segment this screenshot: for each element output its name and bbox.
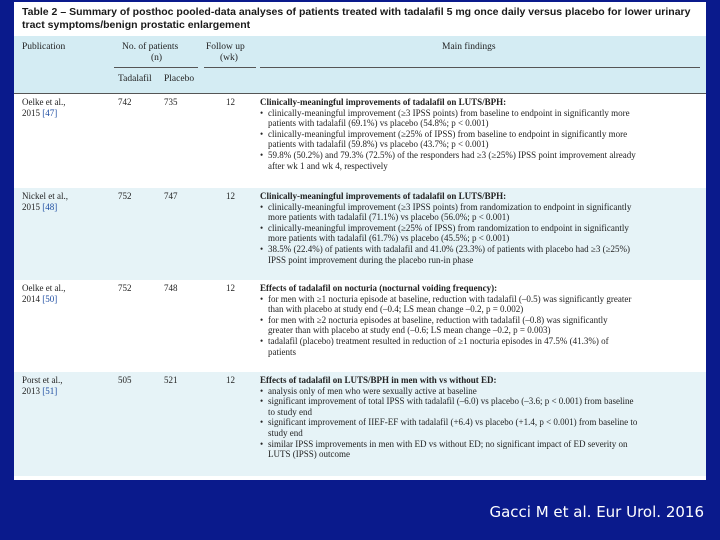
table-header (14, 36, 706, 94)
finding-bullet: • 59.8% (50.2%) and 79.3% (72.5%) of the responders had ≥3 (≥25%) IPSS point improvement already (260, 150, 700, 161)
header-follow-up-unit: (wk) (220, 53, 238, 63)
main-findings-cell (260, 191, 700, 265)
publication-cell (22, 191, 114, 212)
reference-link[interactable]: [48] (42, 201, 58, 212)
table-row (14, 372, 706, 476)
finding-bullet: • similar IPSS improvements in men with ED vs without ED; no significant impact of ED severity on (260, 439, 700, 450)
main-findings-cell (260, 97, 700, 171)
follow-up-weeks: 12 (226, 283, 235, 293)
finding-continuation: more patients with tadalafil (71.1%) vs placebo (56.0%; p < 0.001) (268, 212, 510, 223)
finding-bullet: • 38.5% (22.4%) of patients with tadalafil and 41.0% (23.3%) of patients with placebo had ≥3 (≥25%) (260, 244, 700, 255)
header-main-findings: Main findings (442, 42, 496, 52)
finding-continuation: to study end (268, 406, 312, 417)
main-findings-cell (260, 283, 700, 357)
publication-year: 2015 (22, 107, 40, 118)
tadalafil-count: 505 (118, 375, 132, 385)
finding-bullet: • clinically-meaningful improvement (≥3 IPSS points) from baseline to endpoint in significantly more (260, 108, 700, 119)
header-rule (114, 67, 198, 68)
placebo-count: 521 (164, 375, 178, 385)
finding-continuation: study end (268, 427, 303, 438)
finding-continuation: more patients with tadalafil (61.7%) vs placebo (45.5%; p < 0.001) (268, 233, 510, 244)
header-tadalafil: Tadalafil (118, 74, 152, 84)
publication-year: 2014 (22, 293, 40, 304)
finding-continuation: after wk 1 and wk 4, respectively (268, 160, 388, 171)
table-panel (14, 2, 706, 480)
publication-year-ref (22, 108, 114, 119)
publication-cell (22, 97, 114, 118)
placebo-count: 735 (164, 97, 178, 107)
header-rule (204, 67, 256, 68)
tadalafil-count: 742 (118, 97, 132, 107)
finding-bullet: • for men with ≥1 nocturia episode at baseline, reduction with tadalafil (–0.5) was significantly greater (260, 294, 700, 305)
header-rule (260, 67, 700, 68)
publication-authors: Oelke et al., (22, 283, 66, 293)
main-findings-cell (260, 375, 700, 460)
tadalafil-count: 752 (118, 191, 132, 201)
findings-heading: Clinically-meaningful improvements of tadalafil on LUTS/BPH: (260, 191, 507, 201)
table-title: Table 2 – Summary of posthoc pooled-data analyses of patients treated with tadalafil 5 mg once daily versus placebo for lower urinary tract symptoms/benign prostatic enlargement (22, 6, 691, 31)
table-row (14, 188, 706, 280)
finding-bullet: • significant improvement of total IPSS with tadalafil (–6.0) vs placebo (–3.6; p < 0.001) from baseline (260, 396, 700, 407)
findings-heading: Effects of tadalafil on nocturia (nocturnal voiding frequency): (260, 283, 498, 293)
finding-continuation: LUTS (IPSS) outcome (268, 449, 350, 460)
finding-continuation: greater than with placebo at study end (–0.6; LS mean change –0.2, p = 0.003) (268, 325, 551, 336)
findings-heading: Clinically-meaningful improvements of tadalafil on LUTS/BPH: (260, 97, 507, 107)
table-body (14, 94, 706, 476)
header-num-patients-unit: (n) (151, 53, 163, 63)
follow-up-weeks: 12 (226, 191, 235, 201)
placebo-count: 748 (164, 283, 178, 293)
header-num-patients: No. of patients (122, 42, 179, 52)
finding-continuation: IPSS point improvement during the placebo run-in phase (268, 254, 474, 265)
follow-up-weeks: 12 (226, 97, 235, 107)
follow-up-weeks: 12 (226, 375, 235, 385)
citation: Gacci M et al. Eur Urol. 2016 (489, 503, 704, 521)
reference-link[interactable]: [47] (42, 107, 58, 118)
reference-link[interactable]: [50] (42, 293, 58, 304)
finding-bullet: • analysis only of men who were sexually active at baseline (260, 386, 700, 397)
finding-bullet: • clinically-meaningful improvement (≥25% of IPSS) from baseline to endpoint in significantly more (260, 129, 700, 140)
publication-cell (22, 375, 114, 396)
publication-year-ref (22, 202, 114, 213)
finding-bullet: • clinically-meaningful improvement (≥25% of IPSS) from randomization to endpoint in significantly (260, 223, 700, 234)
findings-heading: Effects of tadalafil on LUTS/BPH in men with vs without ED: (260, 375, 497, 385)
reference-link[interactable]: [51] (42, 385, 58, 396)
table-row (14, 280, 706, 372)
finding-bullet: • significant improvement of IIEF-EF with tadalafil (+6.4) vs placebo (+1.4, p < 0.001) from baseline to (260, 417, 700, 428)
publication-authors: Nickel et al., (22, 191, 68, 201)
finding-continuation: patients with tadalafil (69.1%) vs placebo (54.8%; p < 0.001) (268, 118, 489, 129)
finding-continuation: patients with tadalafil (59.8%) vs placebo (43.7%; p < 0.001) (268, 139, 489, 150)
publication-year-ref (22, 294, 114, 305)
publication-authors: Porst et al., (22, 375, 63, 385)
finding-bullet: • clinically-meaningful improvement (≥3 IPSS points) from randomization to endpoint in significantly (260, 202, 700, 213)
header-follow-up: Follow up (206, 42, 245, 52)
finding-bullet: • for men with ≥2 nocturia episodes at baseline, reduction with tadalafil (–0.8) was significantly (260, 315, 700, 326)
finding-continuation: than with placebo at study end (–0.4; LS mean change –0.2, p = 0.002) (268, 304, 524, 315)
publication-year: 2015 (22, 201, 40, 212)
placebo-count: 747 (164, 191, 178, 201)
header-placebo: Placebo (164, 74, 195, 84)
table-row (14, 94, 706, 188)
publication-year: 2013 (22, 385, 40, 396)
publication-year-ref (22, 386, 114, 397)
finding-continuation: patients (268, 346, 296, 357)
header-publication: Publication (22, 42, 66, 52)
publication-authors: Oelke et al., (22, 97, 66, 107)
publication-cell (22, 283, 114, 304)
tadalafil-count: 752 (118, 283, 132, 293)
finding-bullet: • tadalafil (placebo) treatment resulted in reduction of ≥1 nocturia episodes in 47.5% (41.3%) of (260, 336, 700, 347)
